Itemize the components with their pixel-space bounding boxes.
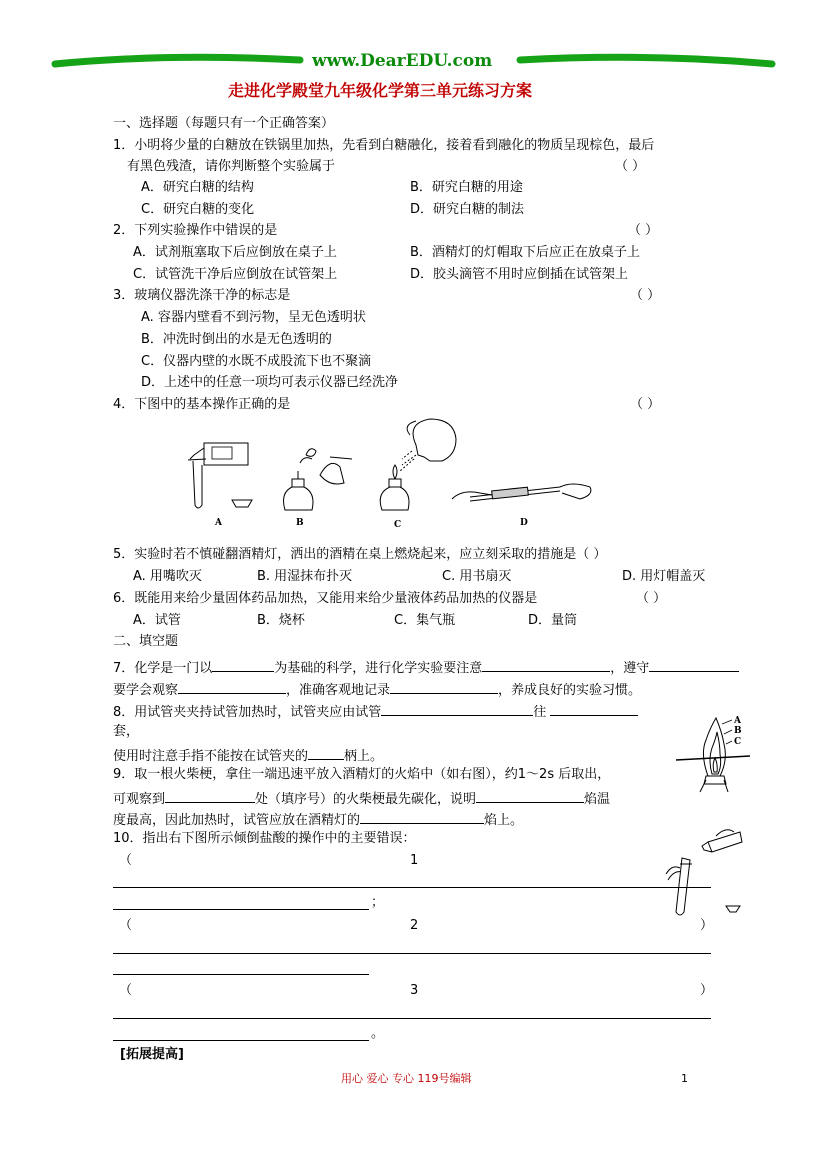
q1-option-a[interactable]: A．研究白糖的结构 [141,180,254,195]
q9-blank-2[interactable] [476,788,584,803]
q7-blank-1[interactable] [212,657,274,672]
footer-text: 用心 爱心 专心 119号编辑 [341,1072,472,1085]
q4-answer-paren[interactable]: （ ） [630,397,661,412]
q9-line2 [113,788,610,809]
q5-option-c[interactable]: C. 用书扇灭 [442,569,512,584]
section-heading-choice: 一、选择题（每题只有一个正确答案） [113,116,335,131]
q7-line2 [113,679,641,700]
q3-option-b[interactable]: B．冲洗时倒出的水是无色透明的 [141,332,332,347]
q8-text-1: 8．用试管夹夹持试管加热时，试管夹应由试管 [113,705,382,720]
q10-item3-close: ） [700,983,714,998]
q1-stem-line1: 1．小明将少量的白糖放在铁锅里加热，先看到白糖融化，接着看到融化的物质呈现棕色，最后 [113,138,655,153]
q10-item1-num: 1 [410,853,419,868]
pouring-acid-figure [660,828,750,918]
q8-blank-2[interactable] [550,701,638,716]
q1-option-d[interactable]: D．研究白糖的制法 [410,202,525,217]
q7-blank-4[interactable] [178,679,286,694]
q6-option-a[interactable]: A．试管 [133,613,181,628]
q8-text-3: 使用时注意手指不能按在试管夹的 [113,749,309,764]
section-heading-fill: 二、填空题 [113,634,179,649]
q9-blank-3[interactable] [360,809,484,824]
figure-d-tube [452,484,591,501]
q6-option-b[interactable]: B．烧杯 [257,613,305,628]
q2-answer-paren[interactable]: （ ） [628,223,659,238]
q7-text-1: 7．化学是一门以 [113,661,213,676]
q8-text-2: 往 [533,705,547,720]
q8-blank-1[interactable] [381,701,533,716]
q7-text-4: 要学会观察 [113,683,179,698]
flame-label-c: C [734,737,742,747]
q9-line1: 9．取一根火柴梗，拿住一端迅速平放入酒精灯的火焰中（如右图），约1～2s 后取出， [113,767,611,782]
q10-item2-answer-line-1[interactable] [113,953,711,954]
q2-stem: 2．下列实验操作中错误的是 [113,223,278,238]
flame-figure [670,714,760,794]
q7-blank-2[interactable] [482,657,610,672]
q1-option-b[interactable]: B．研究白糖的用途 [410,180,523,195]
q6-stem: 6．既能用来给少量固体药品加热，又能用来给少量液体药品加热的仪器是 [113,591,538,606]
flame-label-b: B [734,726,742,736]
q3-stem: 3．玻璃仪器洗涤干净的标志是 [113,288,291,303]
q10-item1-end: ； [371,895,385,910]
q2-option-b[interactable]: B．酒精灯的灯帽取下后应正在放桌子上 [410,245,640,260]
figure-d-label: D [520,518,528,528]
q5-option-b[interactable]: B. 用湿抹布扑灭 [257,569,353,584]
q10-item2-num: 2 [410,918,419,933]
q3-option-c[interactable]: C．仪器内壁的水既不成股流下也不聚滴 [141,354,372,369]
q4-operations-figure [180,415,600,535]
q8-line3 [113,745,383,766]
q7-text-3: ，遵守 [610,661,650,676]
q10-item2-answer-line-2[interactable] [113,974,369,975]
q10-stem: 10．指出右下图所示倾倒盐酸的操作中的主要错误： [113,831,416,846]
q3-answer-paren[interactable]: （ ） [630,288,661,303]
q10-item1-open: （ [119,853,133,868]
q5-stem: 5．实验时若不慎碰翻酒精灯，洒出的酒精在桌上燃烧起来，应立刻采取的措施是（ ） [113,547,607,562]
q9-line3 [113,809,523,830]
q10-item2-close: ） [700,918,714,933]
q2-option-c[interactable]: C．试管洗干净后应倒放在试管架上 [133,267,338,282]
q6-option-d[interactable]: D．量筒 [528,613,578,628]
q9-text-2: 处（填序号）的火柴梗最先碳化，说明 [255,792,477,807]
q7-text-2: 为基础的科学，进行化学实验要注意 [274,661,483,676]
q7-text-6: ，养成良好的实验习惯。 [498,683,642,698]
flame-label-a: A [734,716,741,726]
q7-blank-3[interactable] [649,657,739,672]
q8-blank-3[interactable] [308,745,344,760]
q9-text-5: 焰上。 [484,813,524,828]
q9-text-4: 度最高，因此加热时，试管应放在酒精灯的 [113,813,361,828]
figure-a-pouring [188,443,252,508]
q10-item3-open: （ [119,983,133,998]
q7-blank-5[interactable] [390,679,498,694]
q9-blank-1[interactable] [165,788,255,803]
q3-option-a[interactable]: A. 容器内壁看不到污物，呈无色透明状 [141,310,366,325]
q10-item1-answer-line-2[interactable] [113,909,369,910]
q10-item1-answer-line-1[interactable] [113,887,711,888]
figure-c-blowing [380,419,456,510]
page-title: 走进化学殿堂九年级化学第三单元练习方案 [228,81,533,100]
q2-option-d[interactable]: D．胶头滴管不用时应倒插在试管架上 [410,267,629,282]
q7-line1 [113,657,739,678]
q5-option-a[interactable]: A. 用嘴吹灭 [133,569,202,584]
q4-stem: 4．下图中的基本操作正确的是 [113,397,291,412]
q9-text-3: 焰温 [584,792,611,807]
q5-option-d[interactable]: D. 用灯帽盖灭 [622,569,706,584]
page-number: 1 [681,1072,688,1085]
q6-option-c[interactable]: C．集气瓶 [394,613,456,628]
figure-b-lamp [284,449,352,510]
q1-stem-line2: 有黑色残渣，请你判断整个实验属于 [127,159,336,174]
q10-item3-answer-line-2[interactable] [113,1040,369,1041]
figure-b-label: B [296,518,304,528]
q10-item2-open: （ [119,918,133,933]
q7-text-5: ，准确客观地记录 [286,683,391,698]
q1-answer-paren[interactable]: （ ） [615,159,646,174]
q8-line1 [113,701,638,722]
extension-heading: [拓展提高] [120,1047,184,1062]
figure-c-label: C [394,520,402,530]
q8-text-4: 柄上。 [344,749,384,764]
q6-answer-paren[interactable]: （ ） [636,591,667,606]
q10-item3-end: 。 [371,1026,385,1041]
q3-option-d[interactable]: D．上述中的任意一项均可表示仪器已经洗净 [141,375,399,390]
q2-option-a[interactable]: A．试剂瓶塞取下后应倒放在桌子上 [133,245,337,260]
q8-line2: 套， [113,724,140,739]
q9-text-1: 可观察到 [113,792,166,807]
q1-option-c[interactable]: C．研究白糖的变化 [141,202,255,217]
figure-a-label: A [215,518,222,528]
q10-item3-answer-line-1[interactable] [113,1018,711,1019]
site-banner[interactable]: www.DearEDU.com [312,51,493,71]
q10-item3-num: 3 [410,983,419,998]
